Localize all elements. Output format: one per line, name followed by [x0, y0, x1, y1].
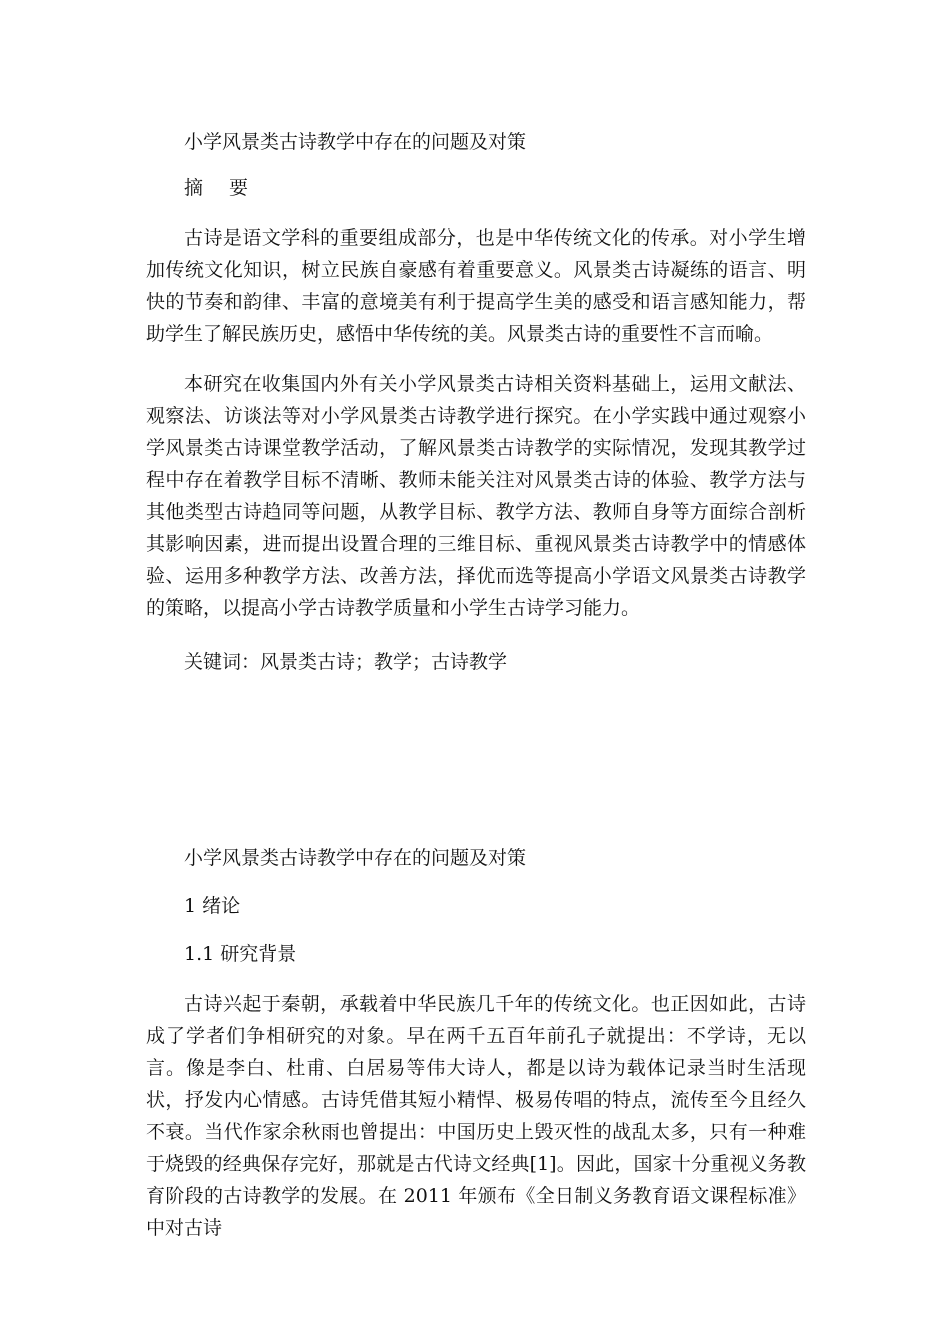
abstract-heading: 摘 要 — [184, 177, 259, 199]
keywords: 关键词：风景类古诗；教学；古诗教学 — [184, 651, 508, 673]
title: 小学风景类古诗教学中存在的问题及对策 — [184, 847, 527, 869]
body-paragraph: 古诗兴起于秦朝，承载着中华民族几千年的传统文化。也正因如此，古诗成了学者们争相研究的对象。早在两千五百年前孔子就提出：不学诗，无以言。像是李白、杜甫、白居易等伟大诗人，都是以诗为载体记录当时生活现状，抒发内心情感。古诗凭借其短小精悍、极易传唱的特点，流传至今且经久不衰。当代作家余秋雨也曾提出：中国历史上毁灭性的战乱太多，只有一种难于烧毁的经典保存完好，那就是古代诗文经典[1]。因此，国家十分重视义务教育阶段的古诗教学的发展。在 2011 年颁布《全日制义务教育语文课程标准》中对古诗 — [146, 993, 806, 1239]
section-heading: 1.1 研究背景 — [184, 943, 297, 965]
title: 小学风景类古诗教学中存在的问题及对策 — [184, 131, 527, 153]
chapter-heading: 1 绪论 — [184, 895, 241, 917]
abstract-paragraph: 本研究在收集国内外有关小学风景类古诗相关资料基础上，运用文献法、观察法、访谈法等对小学风景类古诗教学进行探究。在小学实践中通过观察小学风景类古诗课堂教学活动，了解风景类古诗教学的实际情况，发现其教学过程中存在着教学目标不清晰、教师未能关注对风景类古诗的体验、教学方法与其他类型古诗趋同等问题，从教学目标、教学方法、教师自身等方面综合剖析其影响因素，进而提出设置合理的三维目标、重视风景类古诗教学中的情感体验、运用多种教学方法、改善方法，择优而选等提高小学语文风景类古诗教学的策略，以提高小学古诗教学质量和小学生古诗学习能力。 — [146, 373, 806, 619]
abstract-paragraph: 古诗是语文学科的重要组成部分，也是中华传统文化的传承。对小学生增加传统文化知识，树立民族自豪感有着重要意义。风景类古诗凝练的语言、明快的节奏和韵律、丰富的意境美有利于提高学生美的感受和语言感知能力，帮助学生了解民族历史，感悟中华传统的美。风景类古诗的重要性不言而喻。 — [146, 227, 806, 345]
